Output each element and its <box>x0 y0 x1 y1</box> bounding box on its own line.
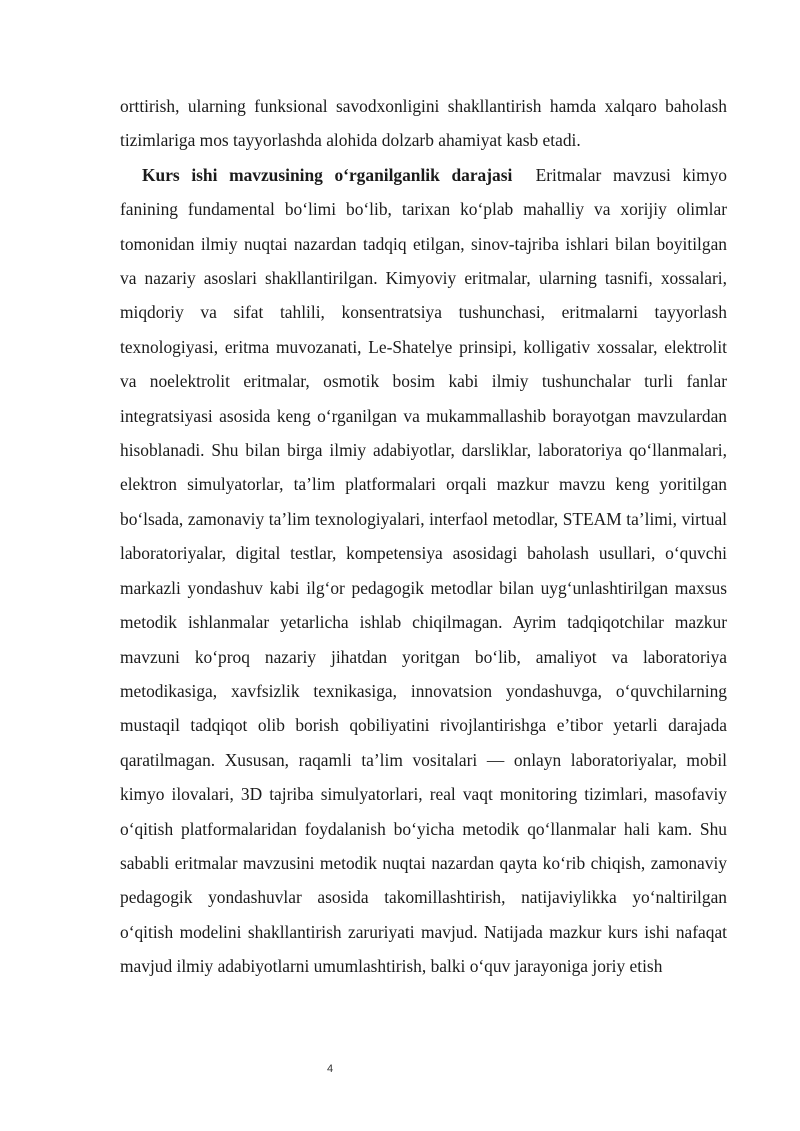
paragraph-continuation: orttirish, ularning funksional savodxonligini shakllantirish hamda xalqaro baholash tizimlariga mos tayyorlashda alohida dolzarb ahamiyat kasb etadi. <box>120 96 727 151</box>
section-heading-inline: Kurs ishi mavzusining o‘rganilganlik darajasi <box>142 164 513 185</box>
paragraph-study-level <box>120 158 727 984</box>
page-number: 4 <box>326 1063 334 1075</box>
paragraph-body: Eritmalar mavzusi kimyo fanining fundamental bo‘limi bo‘lib, tarixan ko‘plab mahalliy va xorijiy olimlar tomonidan ilmiy nuqtai nazardan tadqiq etilgan, sinov-tajriba ishlari bilan boyitilgan va nazariy asoslari shakllantirilgan. Kimyoviy eritmalar, ularning tasnifi, xossalari, miqdoriy va sifat tahlili, konsentratsiya tushunchasi, eritmalarni tayyorlash texnologiyasi, eritma muvozanati, Le-Shatelye prinsipi, kolligativ xossalar, elektrolit va noelektrolit eritmalar, osmotik bosim kabi ilmiy tushunchalar turli fanlar integratsiyasi asosida keng o‘rganilgan va mukammallashib borayotgan mavzulardan hisoblanadi. Shu bilan birga ilmiy adabiyotlar, darsliklar, laboratoriya qo‘llanmalari, elektron simulyatorlar, ta’lim platformalari orqali mazkur mavzu keng yoritilgan bo‘lsada, zamonaviy ta’lim texnologiyalari, interfaol metodlar, STEAM ta’limi, virtual laboratoriyalar, digital testlar, kompetensiya asosidagi baholash usullari, o‘quvchi markazli yondashuv kabi ilg‘or pedagogik metodlar bilan uyg‘unlashtirilgan maxsus metodik ishlanmalar yetarlicha ishlab chiqilmagan. Ayrim tadqiqotchilar mazkur mavzuni ko‘proq nazariy jihatdan yoritgan bo‘lib, amaliyot va laboratoriya metodikasiga, xavfsizlik texnikasiga, innovatsion yondashuvga, o‘quvchilarning mustaqil tadqiqot olib borish qobiliyatini rivojlantirishga e’tibor yetarli darajada qaratilmagan. Xususan, raqamli ta’lim vositalari — onlayn laboratoriyalar, mobil kimyo ilovalari, 3D tajriba simulyatorlari, real vaqt monitoring tizimlari, masofaviy o‘qitish platformalaridan foydalanish bo‘yicha metodik qo‘llanmalar hali kam. Shu sababli eritmalar mavzusini metodik nuqtai nazardan qayta ko‘rib chiqish, zamonaviy pedagogik yondashuvlar asosida takomillashtirish, natijaviylikka yo‘naltirilgan o‘qitish modelini shakllantirish zaruriyati mavjud. Natijada mazkur kurs ishi nafaqat mavjud ilmiy adabiyotlarni umumlashtirish, balki o‘quv jarayoniga joriy etish <box>120 164 727 977</box>
body-text <box>120 89 727 984</box>
